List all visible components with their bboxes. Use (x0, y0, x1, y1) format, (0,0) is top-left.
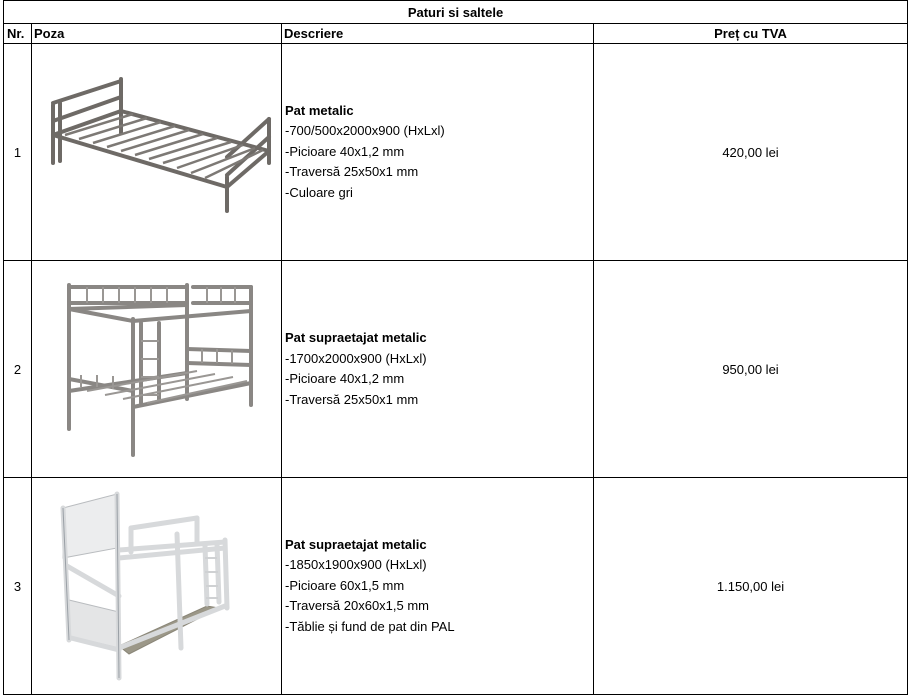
description-cell (282, 478, 594, 695)
header-picture: Poza (32, 24, 282, 44)
table-row (4, 261, 908, 478)
table-row (4, 44, 908, 261)
price-cell: 420,00 lei (594, 44, 908, 261)
spec-line: -Picioare 60x1,5 mm (285, 577, 405, 593)
single-metal-bed-icon (37, 77, 277, 227)
header-nr: Nr. (4, 24, 32, 44)
spec-line: -Tăblie și fund de pat din PAL (285, 618, 455, 634)
picture-cell (32, 44, 282, 261)
description-cell (282, 261, 594, 478)
product-name: Pat supraetajat metalic (285, 330, 427, 345)
bunk-bed-icon (57, 279, 257, 459)
spec-line: -1700x2000x900 (HxLxl) (285, 350, 427, 366)
table-title: Paturi si saltele (4, 1, 908, 24)
product-name: Pat supraetajat metalic (285, 536, 427, 552)
spec-line: -Traversă 25x50x1 mm (285, 164, 419, 180)
price-cell: 950,00 lei (594, 261, 908, 478)
spec-line: -Traversă 20x60x1,5 mm (285, 598, 430, 614)
row-number: 3 (4, 478, 32, 695)
spec-line: -Picioare 40x1,2 mm (285, 371, 405, 386)
header-row (4, 24, 908, 44)
product-name: Pat metalic (285, 102, 354, 118)
spec-line: -Traversă 25x50x1 mm (285, 391, 419, 407)
title-row (4, 1, 908, 24)
spec-line: -700/500x2000x900 (HxLxl) (285, 123, 445, 139)
spec-line: -Culoare gri (285, 184, 353, 200)
header-price: Preț cu TVA (594, 24, 908, 44)
bunk-bed-pal-icon (57, 488, 257, 684)
table-row (4, 478, 908, 695)
description-cell (282, 44, 594, 261)
price-cell: 1.150,00 lei (594, 478, 908, 695)
picture-cell (32, 478, 282, 695)
price-table (3, 0, 908, 695)
row-number: 1 (4, 44, 32, 261)
header-description: Descriere (282, 24, 594, 44)
picture-cell (32, 261, 282, 478)
spec-line: -1850x1900x900 (HxLxl) (285, 557, 427, 573)
row-number: 2 (4, 261, 32, 478)
spec-line: -Picioare 40x1,2 mm (285, 143, 405, 159)
